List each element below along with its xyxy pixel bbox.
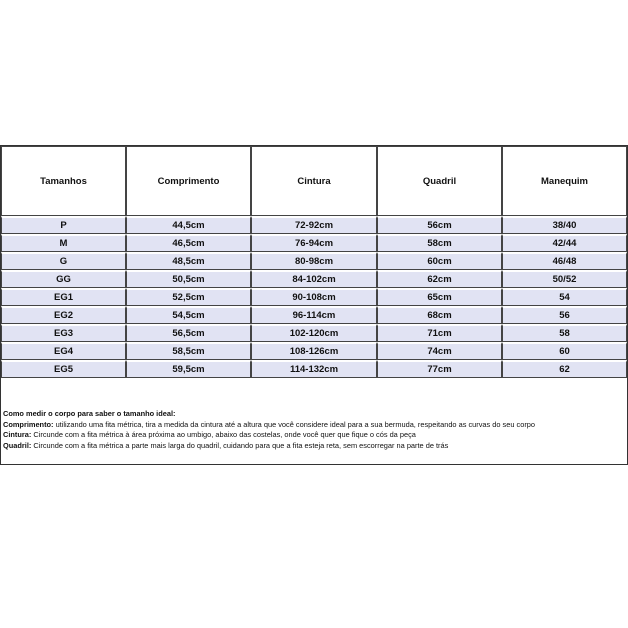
note-label: Comprimento: — [3, 419, 54, 429]
size-chart — [0, 145, 628, 465]
cell-size: EG2 — [1, 306, 126, 324]
note-text: Circunde com a fita métrica à área próxima ao umbigo, abaixo das costelas, onde você quer que fique o cós da peça — [31, 430, 416, 439]
note-quadril — [3, 441, 623, 452]
cell-waist: 80-98cm — [251, 252, 377, 270]
cell-size: GG — [1, 270, 126, 288]
cell-hip: 58cm — [377, 234, 502, 252]
cell-length: 56,5cm — [126, 324, 251, 342]
cell-mannequin: 60 — [502, 342, 627, 360]
cell-waist: 96-114cm — [251, 306, 377, 324]
cell-mannequin: 42/44 — [502, 234, 627, 252]
cell-waist: 90-108cm — [251, 288, 377, 306]
cell-length: 52,5cm — [126, 288, 251, 306]
measurement-notes — [3, 409, 623, 451]
table-row — [1, 288, 627, 306]
table-row — [1, 252, 627, 270]
cell-size: P — [1, 216, 126, 234]
size-table — [1, 146, 627, 378]
header-quadril: Quadril — [377, 146, 502, 216]
cell-hip: 74cm — [377, 342, 502, 360]
cell-mannequin: 54 — [502, 288, 627, 306]
cell-waist: 84-102cm — [251, 270, 377, 288]
cell-size: EG5 — [1, 360, 126, 378]
header-comprimento: Comprimento — [126, 146, 251, 216]
cell-mannequin: 46/48 — [502, 252, 627, 270]
cell-mannequin: 56 — [502, 306, 627, 324]
cell-waist: 108-126cm — [251, 342, 377, 360]
cell-hip: 65cm — [377, 288, 502, 306]
table-header-row — [1, 146, 627, 216]
cell-mannequin: 50/52 — [502, 270, 627, 288]
cell-length: 46,5cm — [126, 234, 251, 252]
cell-hip: 62cm — [377, 270, 502, 288]
table-row — [1, 216, 627, 234]
cell-hip: 56cm — [377, 216, 502, 234]
cell-length: 54,5cm — [126, 306, 251, 324]
cell-mannequin: 58 — [502, 324, 627, 342]
cell-size: M — [1, 234, 126, 252]
cell-waist: 76-94cm — [251, 234, 377, 252]
note-text: utilizando uma fita métrica, tira a medida da cintura até a altura que você considere ideal para a sua bermuda, respeitando as curvas do seu corpo — [53, 419, 536, 429]
cell-size: G — [1, 252, 126, 270]
cell-size: EG3 — [1, 324, 126, 342]
cell-hip: 68cm — [377, 306, 502, 324]
note-label: Quadril: — [3, 440, 32, 450]
table-row — [1, 270, 627, 288]
cell-length: 48,5cm — [126, 252, 251, 270]
header-cintura: Cintura — [251, 146, 377, 216]
header-tamanhos: Tamanhos — [1, 146, 126, 216]
notes-title: Como medir o corpo para saber o tamanho ideal: — [3, 409, 176, 418]
cell-length: 50,5cm — [126, 270, 251, 288]
cell-mannequin: 62 — [502, 360, 627, 378]
cell-waist: 72-92cm — [251, 216, 377, 234]
cell-waist: 114-132cm — [251, 360, 377, 378]
table-row — [1, 342, 627, 360]
cell-mannequin: 38/40 — [502, 216, 627, 234]
header-manequim: Manequim — [502, 146, 627, 216]
cell-size: EG4 — [1, 342, 126, 360]
table-row — [1, 234, 627, 252]
cell-waist: 102-120cm — [251, 324, 377, 342]
cell-hip: 77cm — [377, 360, 502, 378]
cell-size: EG1 — [1, 288, 126, 306]
note-text: Circunde com a fita métrica a parte mais larga do quadril, cuidando para que a fita esteja reta, sem escorregar na parte de trás — [31, 440, 449, 450]
cell-length: 44,5cm — [126, 216, 251, 234]
cell-hip: 71cm — [377, 324, 502, 342]
cell-length: 58,5cm — [126, 342, 251, 360]
note-cintura — [3, 430, 623, 441]
note-comprimento — [3, 420, 623, 431]
table-row — [1, 306, 627, 324]
cell-hip: 60cm — [377, 252, 502, 270]
note-label: Cintura: — [3, 430, 32, 439]
table-row — [1, 360, 627, 378]
table-row — [1, 324, 627, 342]
cell-length: 59,5cm — [126, 360, 251, 378]
